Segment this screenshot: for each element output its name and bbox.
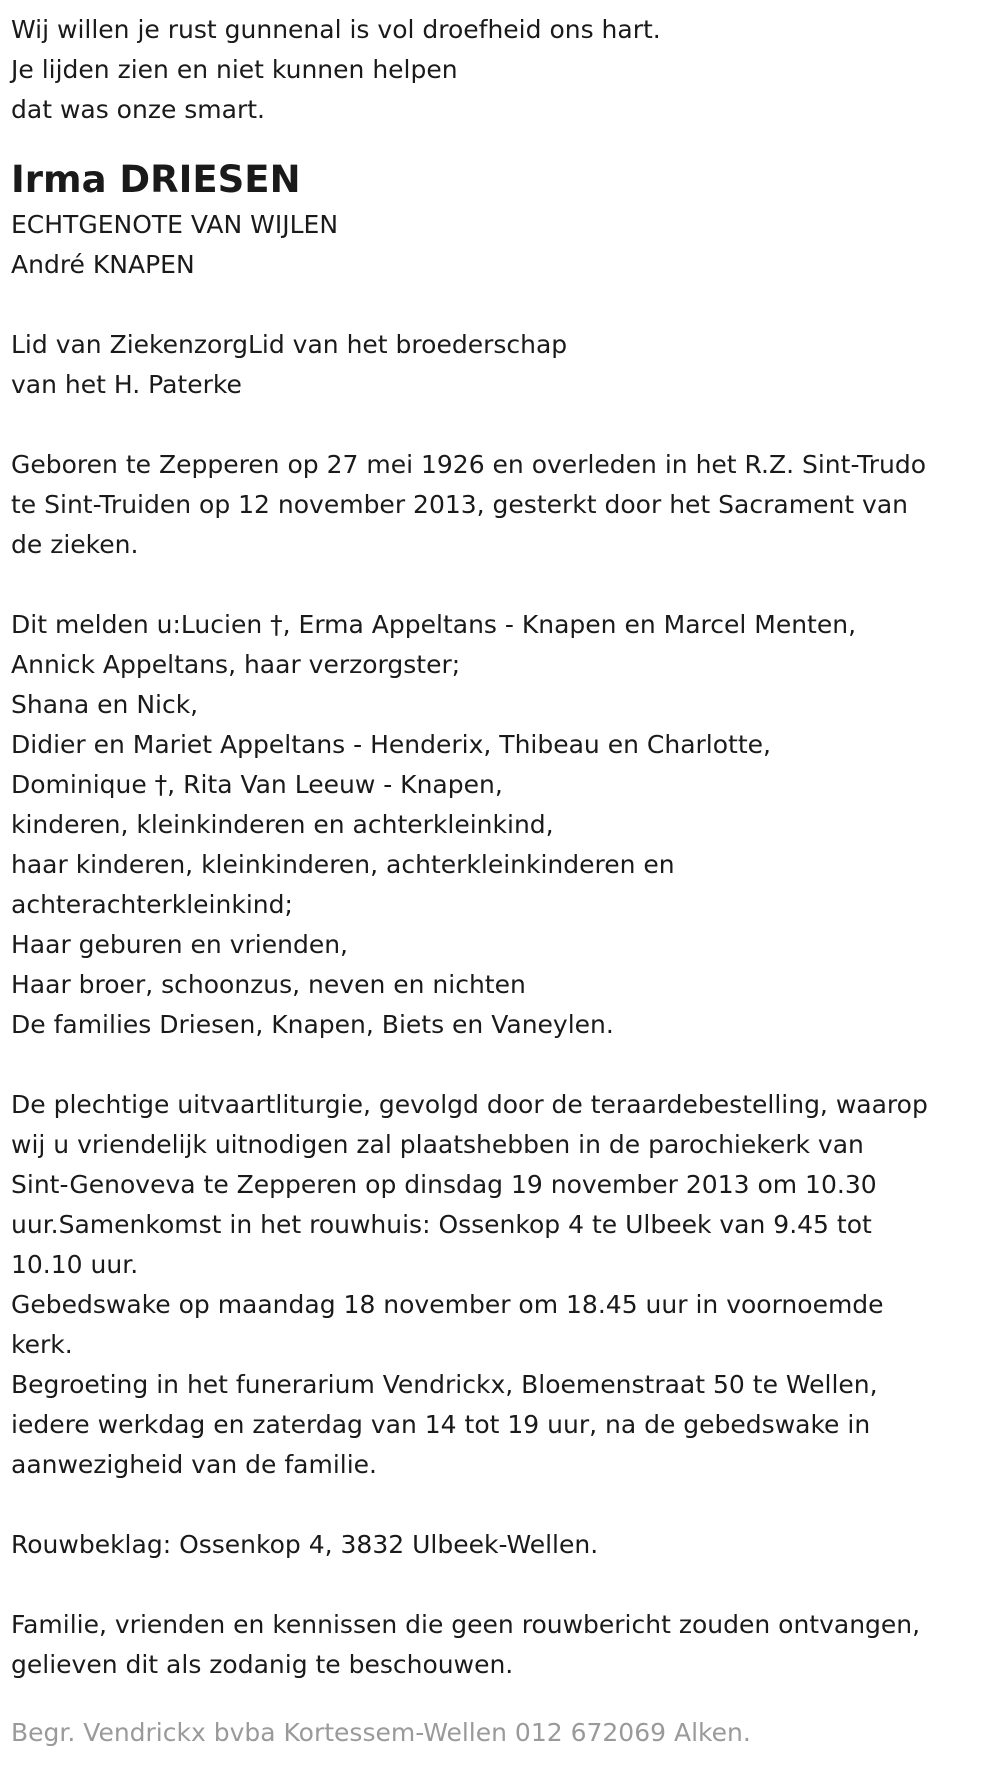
spacer xyxy=(11,1565,989,1605)
family-line: Haar geburen en vrienden, xyxy=(11,930,348,959)
family-line: haar kinderen, kleinkinderen, achterkleinkinderen en xyxy=(11,850,675,879)
notice-paragraph xyxy=(11,1605,989,1685)
family-line: Haar broer, schoonzus, neven en nichten xyxy=(11,970,526,999)
birth-death-line: Geboren te Zepperen op 27 mei 1926 en overleden in het R.Z. Sint-Trudo xyxy=(11,450,927,479)
funeral-line: 10.10 uur. xyxy=(11,1250,139,1279)
poem-line: dat was onze smart. xyxy=(11,95,265,124)
funeral-home-footer: Begr. Vendrickx bvba Kortessem-Wellen 012 672069 Alken. xyxy=(11,1718,751,1747)
spacer xyxy=(11,1485,989,1525)
poem-line: Wij willen je rust gunnenal is vol droefheid ons hart. xyxy=(11,15,661,44)
funeral-line: De plechtige uitvaartliturgie, gevolgd door de teraardebestelling, waarop xyxy=(11,1090,928,1119)
family-line: Didier en Mariet Appeltans - Henderix, Thibeau en Charlotte, xyxy=(11,730,771,759)
funeral-line: wij u vriendelijk uitnodigen zal plaatshebben in de parochiekerk van xyxy=(11,1130,864,1159)
deceased-name: Irma DRIESEN xyxy=(11,158,301,201)
announced-by-paragraph xyxy=(11,605,989,1045)
spacer xyxy=(11,285,989,325)
poem-line: Je lijden zien en niet kunnen helpen xyxy=(11,55,458,84)
spacer xyxy=(11,565,989,605)
family-line: kinderen, kleinkinderen en achterkleinkind, xyxy=(11,810,554,839)
condolence-address: Rouwbeklag: Ossenkop 4, 3832 Ulbeek-Wellen. xyxy=(11,1530,599,1559)
funeral-paragraph xyxy=(11,1085,989,1485)
family-line: achterachterkleinkind; xyxy=(11,890,293,919)
family-line: Annick Appeltans, haar verzorgster; xyxy=(11,650,461,679)
funeral-line: Gebedswake op maandag 18 november om 18.45 uur in voornoemde xyxy=(11,1290,884,1319)
family-line: Shana en Nick, xyxy=(11,690,199,719)
funeral-line: aanwezigheid van de familie. xyxy=(11,1450,377,1479)
relation-label: ECHTGENOTE VAN WIJLEN xyxy=(11,210,339,239)
family-line: De families Driesen, Knapen, Biets en Vaneylen. xyxy=(11,1010,614,1039)
family-line: Dominique †, Rita Van Leeuw - Knapen, xyxy=(11,770,503,799)
spouse-name: André KNAPEN xyxy=(11,250,195,279)
spacer xyxy=(11,1045,989,1085)
memberships xyxy=(11,325,989,405)
notice-line: Familie, vrienden en kennissen die geen rouwbericht zouden ontvangen, xyxy=(11,1610,921,1639)
notice-line: gelieven dit als zodanig te beschouwen. xyxy=(11,1650,514,1679)
funeral-line: Sint-Genoveva te Zepperen op dinsdag 19 november 2013 om 10.30 xyxy=(11,1170,877,1199)
membership-line: Lid van ZiekenzorgLid van het broederschap xyxy=(11,330,568,359)
spouse-info xyxy=(11,205,989,285)
funeral-line: kerk. xyxy=(11,1330,73,1359)
funeral-line: uur.Samenkomst in het rouwhuis: Ossenkop 4 te Ulbeek van 9.45 tot xyxy=(11,1210,872,1239)
funeral-line: Begroeting in het funerarium Vendrickx, Bloemenstraat 50 te Wellen, xyxy=(11,1370,878,1399)
birth-death-paragraph xyxy=(11,445,989,565)
membership-line: van het H. Paterke xyxy=(11,370,242,399)
spacer xyxy=(11,405,989,445)
birth-death-line: te Sint-Truiden op 12 november 2013, gesterkt door het Sacrament van xyxy=(11,490,908,519)
birth-death-line: de zieken. xyxy=(11,530,139,559)
family-line: Dit melden u:Lucien †, Erma Appeltans - Knapen en Marcel Menten, xyxy=(11,610,857,639)
condolence-paragraph xyxy=(11,1525,989,1565)
funeral-line: iedere werkdag en zaterdag van 14 tot 19 uur, na de gebedswake in xyxy=(11,1410,871,1439)
poem xyxy=(11,10,989,130)
